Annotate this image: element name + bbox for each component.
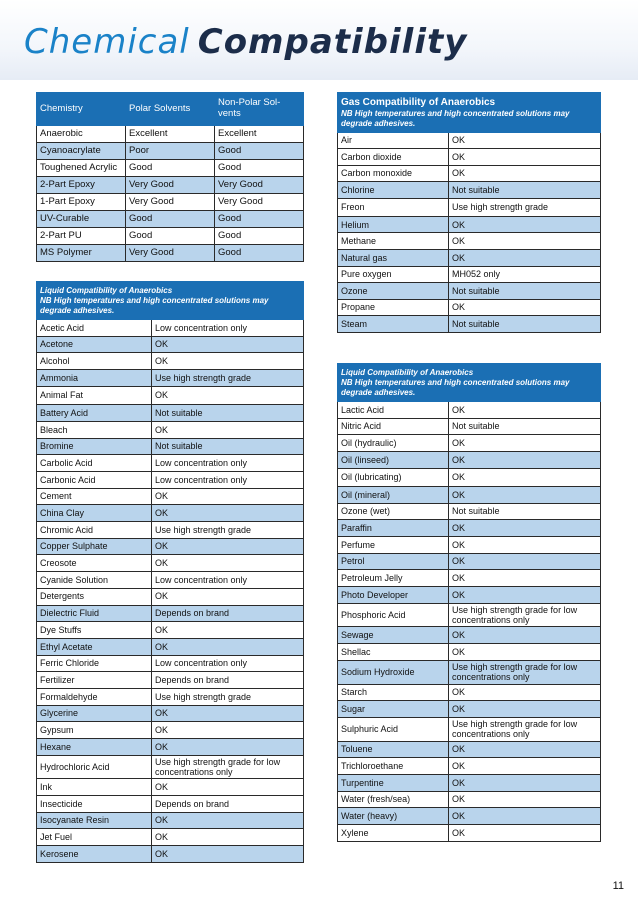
- table-cell: Sulphuric Acid: [338, 717, 449, 741]
- table-cell: Good: [215, 245, 304, 262]
- table-row: [338, 452, 601, 469]
- table-cell: Not suitable: [152, 438, 304, 455]
- liquid-compatibility-table-left: [36, 281, 304, 863]
- table-cell: Low concentration only: [152, 472, 304, 489]
- table-cell: Pure oxygen: [338, 266, 449, 283]
- table-title: Liquid Compatibility of Anaerobics: [40, 286, 173, 295]
- table-cell: OK: [449, 825, 601, 842]
- table-row: [37, 505, 304, 522]
- table-cell: Toluene: [338, 741, 449, 758]
- table-title-cell: [37, 282, 304, 320]
- table-cell: Good: [126, 228, 215, 245]
- table-cell: Good: [215, 160, 304, 177]
- table-cell: OK: [152, 739, 304, 756]
- table-row: [37, 829, 304, 846]
- table-cell: OK: [152, 829, 304, 846]
- table-cell: China Clay: [37, 505, 152, 522]
- table-row: [338, 435, 601, 452]
- table-row: [338, 182, 601, 199]
- table-cell: Low concentration only: [152, 655, 304, 672]
- table-note: NB High temperatures and high concentrated solutions may degrade adhesives.: [341, 108, 570, 128]
- table-row: [37, 353, 304, 370]
- table-row: [338, 165, 601, 182]
- table-row: [37, 336, 304, 353]
- table-cell: Cyanoacrylate: [37, 143, 126, 160]
- table-row: [338, 316, 601, 333]
- table-cell: Anaerobic: [37, 126, 126, 143]
- table-cell: Chlorine: [338, 182, 449, 199]
- table-row: [37, 177, 304, 194]
- table-cell: Low concentration only: [152, 572, 304, 589]
- table-cell: Ozone: [338, 283, 449, 300]
- chemistry-table: [36, 92, 304, 262]
- table-cell: Kerosene: [37, 846, 152, 863]
- table-cell: Gypsum: [37, 722, 152, 739]
- table-cell: Good: [215, 143, 304, 160]
- table-cell: OK: [449, 452, 601, 469]
- table-row: [37, 796, 304, 813]
- table-cell: Very Good: [126, 177, 215, 194]
- table-row: [338, 570, 601, 587]
- table-cell: OK: [449, 165, 601, 182]
- table-cell: Freon: [338, 198, 449, 216]
- table-header-row: [37, 93, 304, 126]
- table-row: [37, 245, 304, 262]
- table-cell: OK: [449, 553, 601, 570]
- table-cell: Water (fresh/sea): [338, 791, 449, 808]
- table-cell: Natural gas: [338, 250, 449, 267]
- table-cell: Very Good: [126, 245, 215, 262]
- table-cell: Nitric Acid: [338, 418, 449, 435]
- table-row: [338, 758, 601, 775]
- table-cell: Oil (linseed): [338, 452, 449, 469]
- table-cell: OK: [449, 435, 601, 452]
- table-row: [338, 216, 601, 233]
- table-cell: OK: [449, 644, 601, 661]
- table-cell: MH052 only: [449, 266, 601, 283]
- table-row: [338, 468, 601, 486]
- table-row: [37, 555, 304, 572]
- table-cell: Carbolic Acid: [37, 455, 152, 472]
- table-row: [338, 418, 601, 435]
- table-cell: UV-Curable: [37, 211, 126, 228]
- table-cell: Low concentration only: [152, 455, 304, 472]
- table-cell: Not suitable: [449, 283, 601, 300]
- table-row: [338, 825, 601, 842]
- table-cell: Ozone (wet): [338, 503, 449, 520]
- table-cell: Propane: [338, 299, 449, 316]
- table-cell: Oil (lubricating): [338, 468, 449, 486]
- table-cell: Methane: [338, 233, 449, 250]
- table-cell: Hydrochloric Acid: [37, 755, 152, 779]
- table-row: [37, 755, 304, 779]
- table-row: [37, 846, 304, 863]
- table-cell: Use high strength grade: [152, 522, 304, 539]
- table-cell: Excellent: [126, 126, 215, 143]
- table-cell: Use high strength grade for low concentrations only: [152, 755, 304, 779]
- table-row: [37, 572, 304, 589]
- table-cell: OK: [449, 468, 601, 486]
- table-cell: OK: [449, 587, 601, 604]
- table-cell: Use high strength grade for low concentrations only: [449, 603, 601, 627]
- table-cell: Depends on brand: [152, 605, 304, 622]
- table-cell: Dye Stuffs: [37, 622, 152, 639]
- title-word-1: Chemical: [24, 22, 190, 62]
- table-cell: Ethyl Acetate: [37, 638, 152, 655]
- table-cell: Petroleum Jelly: [338, 570, 449, 587]
- table-cell: OK: [152, 705, 304, 722]
- table-cell: Use high strength grade for low concentrations only: [449, 660, 601, 684]
- table-cell: Helium: [338, 216, 449, 233]
- table-row: [37, 228, 304, 245]
- table-cell: Very Good: [215, 177, 304, 194]
- table-cell: Creosote: [37, 555, 152, 572]
- table-title-cell: [338, 364, 601, 402]
- table-cell: Not suitable: [449, 503, 601, 520]
- column-header: Non-Polar Sol-vents: [215, 93, 304, 126]
- column-header: Polar Solvents: [126, 93, 215, 126]
- table-cell: Acetone: [37, 336, 152, 353]
- table-cell: Poor: [126, 143, 215, 160]
- table-cell: 2-Part Epoxy: [37, 177, 126, 194]
- table-cell: Very Good: [215, 194, 304, 211]
- table-cell: OK: [152, 386, 304, 405]
- table-cell: Not suitable: [449, 316, 601, 333]
- table-row: [338, 627, 601, 644]
- table-cell: OK: [152, 638, 304, 655]
- table-row: [37, 386, 304, 405]
- table-cell: Cement: [37, 488, 152, 505]
- table-row: [37, 211, 304, 228]
- table-row: [338, 791, 601, 808]
- table-cell: Xylene: [338, 825, 449, 842]
- table-row: [338, 587, 601, 604]
- table-cell: Lactic Acid: [338, 402, 449, 419]
- table-row: [338, 684, 601, 701]
- table-row: [37, 194, 304, 211]
- table-cell: OK: [152, 779, 304, 796]
- table-cell: Use high strength grade: [152, 370, 304, 387]
- table-cell: Excellent: [215, 126, 304, 143]
- table-cell: OK: [152, 421, 304, 438]
- table-cell: Formaldehyde: [37, 688, 152, 705]
- table-row: [37, 688, 304, 705]
- table-cell: OK: [152, 588, 304, 605]
- table-cell: Not suitable: [449, 182, 601, 199]
- table-cell: Sodium Hydroxide: [338, 660, 449, 684]
- table-cell: OK: [449, 774, 601, 791]
- table-title: Liquid Compatibility of Anaerobics: [341, 368, 474, 377]
- table-cell: OK: [449, 216, 601, 233]
- table-cell: Ammonia: [37, 370, 152, 387]
- table-cell: OK: [449, 684, 601, 701]
- table-row: [338, 250, 601, 267]
- table-title-row: [37, 282, 304, 320]
- table-cell: OK: [449, 402, 601, 419]
- table-row: [37, 638, 304, 655]
- table-title-row: [338, 93, 601, 133]
- table-row: [37, 370, 304, 387]
- page-number: 11: [612, 880, 624, 892]
- table-row: [338, 774, 601, 791]
- table-cell: OK: [449, 250, 601, 267]
- gas-compatibility-table: [337, 92, 601, 333]
- table-row: [37, 421, 304, 438]
- table-note: NB High temperatures and high concentrated solutions may degrade adhesives.: [341, 378, 570, 397]
- table-cell: Good: [126, 211, 215, 228]
- table-row: [338, 503, 601, 520]
- table-cell: Animal Fat: [37, 386, 152, 405]
- table-cell: OK: [449, 570, 601, 587]
- table-cell: OK: [152, 722, 304, 739]
- table-cell: Turpentine: [338, 774, 449, 791]
- table-row: [37, 438, 304, 455]
- table-cell: Perfume: [338, 537, 449, 554]
- table-cell: Trichloroethane: [338, 758, 449, 775]
- table-row: [37, 405, 304, 422]
- table-cell: OK: [449, 299, 601, 316]
- table-cell: OK: [152, 812, 304, 829]
- table-cell: OK: [449, 808, 601, 825]
- table-row: [37, 160, 304, 177]
- table-cell: OK: [449, 758, 601, 775]
- table-row: [338, 520, 601, 537]
- table-row: [338, 741, 601, 758]
- table-cell: Copper Sulphate: [37, 538, 152, 555]
- table-cell: Depends on brand: [152, 672, 304, 689]
- table-cell: Not suitable: [449, 418, 601, 435]
- table-cell: OK: [152, 622, 304, 639]
- table-cell: OK: [152, 336, 304, 353]
- table-cell: Jet Fuel: [37, 829, 152, 846]
- table-row: [37, 538, 304, 555]
- table-cell: Dielectric Fluid: [37, 605, 152, 622]
- table-row: [37, 672, 304, 689]
- table-row: [338, 717, 601, 741]
- table-row: [37, 722, 304, 739]
- table-cell: OK: [449, 537, 601, 554]
- table-row: [338, 808, 601, 825]
- table-cell: Bleach: [37, 421, 152, 438]
- table-row: [338, 266, 601, 283]
- table-cell: Use high strength grade: [449, 198, 601, 216]
- table-cell: Insecticide: [37, 796, 152, 813]
- table-cell: OK: [449, 149, 601, 166]
- table-cell: Steam: [338, 316, 449, 333]
- table-row: [338, 402, 601, 419]
- table-cell: Alcohol: [37, 353, 152, 370]
- table-cell: 2-Part PU: [37, 228, 126, 245]
- table-cell: Hexane: [37, 739, 152, 756]
- table-cell: 1-Part Epoxy: [37, 194, 126, 211]
- table-cell: OK: [449, 741, 601, 758]
- table-cell: OK: [449, 701, 601, 718]
- table-cell: Water (heavy): [338, 808, 449, 825]
- table-row: [338, 149, 601, 166]
- table-row: [338, 701, 601, 718]
- table-cell: Isocyanate Resin: [37, 812, 152, 829]
- table-cell: OK: [449, 791, 601, 808]
- table-cell: OK: [449, 233, 601, 250]
- table-cell: Paraffin: [338, 520, 449, 537]
- table-cell: Oil (hydraulic): [338, 435, 449, 452]
- table-cell: Phosphoric Acid: [338, 603, 449, 627]
- table-cell: OK: [449, 520, 601, 537]
- table-cell: Sewage: [338, 627, 449, 644]
- table-cell: OK: [449, 486, 601, 503]
- table-row: [338, 132, 601, 149]
- table-cell: Low concentration only: [152, 320, 304, 337]
- table-row: [338, 283, 601, 300]
- table-cell: OK: [152, 505, 304, 522]
- table-cell: OK: [449, 627, 601, 644]
- table-row: [338, 486, 601, 503]
- table-row: [338, 233, 601, 250]
- table-row: [37, 655, 304, 672]
- table-row: [338, 603, 601, 627]
- table-cell: Use high strength grade: [152, 688, 304, 705]
- table-cell: Good: [126, 160, 215, 177]
- table-cell: Petrol: [338, 553, 449, 570]
- table-cell: Shellac: [338, 644, 449, 661]
- table-row: [37, 739, 304, 756]
- table-title-cell: [338, 93, 601, 133]
- table-row: [338, 537, 601, 554]
- table-cell: Not suitable: [152, 405, 304, 422]
- table-cell: Oil (mineral): [338, 486, 449, 503]
- table-row: [37, 522, 304, 539]
- table-cell: Detergents: [37, 588, 152, 605]
- table-row: [338, 553, 601, 570]
- liquid-compatibility-table-right: [337, 363, 601, 842]
- table-row: [37, 588, 304, 605]
- table-row: [338, 299, 601, 316]
- table-cell: Good: [215, 228, 304, 245]
- table-note: NB High temperatures and high concentrated solutions may degrade adhesives.: [40, 296, 269, 315]
- table-row: [37, 812, 304, 829]
- table-cell: Depends on brand: [152, 796, 304, 813]
- table-cell: Cyanide Solution: [37, 572, 152, 589]
- table-cell: Ink: [37, 779, 152, 796]
- table-cell: OK: [152, 353, 304, 370]
- table-row: [37, 622, 304, 639]
- table-cell: Air: [338, 132, 449, 149]
- table-title: Gas Compatibility of Anaerobics: [341, 97, 496, 108]
- table-cell: Use high strength grade for low concentrations only: [449, 717, 601, 741]
- table-cell: Carbonic Acid: [37, 472, 152, 489]
- table-cell: Carbon dioxide: [338, 149, 449, 166]
- table-row: [37, 455, 304, 472]
- table-cell: Toughened Acrylic: [37, 160, 126, 177]
- table-row: [37, 126, 304, 143]
- table-cell: Acetic Acid: [37, 320, 152, 337]
- table-cell: OK: [449, 132, 601, 149]
- table-cell: Good: [215, 211, 304, 228]
- table-cell: Carbon monoxide: [338, 165, 449, 182]
- table-row: [37, 320, 304, 337]
- table-cell: OK: [152, 555, 304, 572]
- title-word-2: Compatibility: [197, 22, 468, 62]
- table-row: [37, 143, 304, 160]
- table-cell: MS Polymer: [37, 245, 126, 262]
- table-row: [37, 605, 304, 622]
- table-row: [338, 198, 601, 216]
- column-header: Chemistry: [37, 93, 126, 126]
- table-cell: OK: [152, 538, 304, 555]
- table-cell: Fertilizer: [37, 672, 152, 689]
- table-cell: Starch: [338, 684, 449, 701]
- table-cell: Battery Acid: [37, 405, 152, 422]
- table-cell: OK: [152, 846, 304, 863]
- table-row: [37, 779, 304, 796]
- table-title-row: [338, 364, 601, 402]
- table-cell: Photo Developer: [338, 587, 449, 604]
- table-row: [37, 488, 304, 505]
- table-cell: Ferric Chloride: [37, 655, 152, 672]
- table-row: [37, 705, 304, 722]
- table-cell: OK: [152, 488, 304, 505]
- table-cell: Chromic Acid: [37, 522, 152, 539]
- table-row: [338, 660, 601, 684]
- table-cell: Very Good: [126, 194, 215, 211]
- table-cell: Bromine: [37, 438, 152, 455]
- table-cell: Glycerine: [37, 705, 152, 722]
- table-cell: Sugar: [338, 701, 449, 718]
- table-row: [37, 472, 304, 489]
- page-title: [24, 22, 467, 62]
- table-row: [338, 644, 601, 661]
